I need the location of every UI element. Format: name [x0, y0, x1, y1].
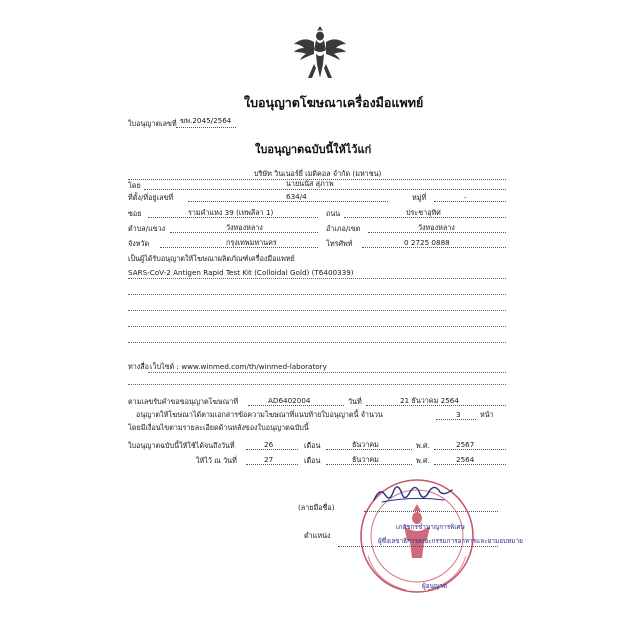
subdistrict-value: วังทองหลาง	[226, 223, 263, 232]
date-underline	[366, 405, 506, 406]
pages-value: 3	[456, 410, 461, 419]
position-label: ตำแหน่ง	[304, 531, 331, 540]
product-line-1	[128, 278, 506, 279]
media-label: ทางสื่อ	[128, 362, 149, 371]
by-value: นายนนัส สุภาพ	[286, 179, 334, 188]
date-label: วันที่	[348, 397, 362, 406]
moo-underline	[434, 201, 506, 202]
valid-be-label: พ.ศ.	[416, 441, 430, 450]
stamp-line-2: ผู้ซึ่งเลขาธิการคณะกรรมการอาหารและยามอบหมาย	[378, 537, 523, 545]
address-value: 634/4	[286, 192, 307, 201]
subdistrict-underline	[170, 232, 318, 233]
issued-year: 2564	[456, 455, 475, 464]
stamp-line-1: เภสัชกรชำนาญการพิเศษ	[396, 523, 465, 531]
issued-month-underline	[326, 464, 412, 465]
address-label: ที่ตั้ง/ที่อยู่เลขที่	[128, 193, 174, 202]
signature-icon	[372, 484, 454, 506]
permit-text: อนุญาตให้โฆษณาได้ตามเอกสารข้อความโฆษณาที่แนบท้ายใบอนุญาตนี้ จำนวน	[136, 410, 383, 419]
permit-no-value: ฆพ.2045/2564	[180, 116, 232, 125]
phone-underline	[362, 247, 506, 248]
soi-label: ซอย	[128, 209, 142, 218]
valid-day-underline	[246, 449, 298, 450]
issued-month: ธันวาคม	[352, 455, 379, 464]
permit-no-label: ใบอนุญาตเลขที่	[128, 119, 177, 128]
soi-value: รามคำแหง 39 (เทพลีลา 1)	[188, 208, 274, 217]
request-underline	[248, 405, 344, 406]
signature-underline	[364, 511, 498, 512]
garuda-emblem-icon	[288, 20, 352, 84]
moo-value: -	[464, 193, 467, 202]
product-text: SARS-CoV-2 Antigen Rapid Test Kit (Colloidal Gold) (T6400339)	[128, 268, 354, 277]
district-value: วังทองหลาง	[418, 223, 455, 232]
valid-day: 26	[264, 440, 274, 449]
product-line-4	[128, 326, 506, 327]
pages-unit: หน้า	[480, 410, 494, 419]
valid-label: ใบอนุญาตฉบับนี้ให้ใช้ได้จนถึงวันที่	[128, 441, 235, 450]
province-label: จังหวัด	[128, 239, 150, 248]
issued-day-underline	[246, 464, 298, 465]
district-label: อำเภอ/เขต	[326, 224, 361, 233]
request-label: ตามเลขรับคำขอขอนุญาตโฆษณาที่	[128, 397, 239, 406]
road-underline	[344, 217, 506, 218]
pages-underline	[436, 419, 476, 420]
stamp-line-3: ผู้อนุญาต	[422, 582, 448, 590]
granted-heading: ใบอนุญาตฉบับนี้ให้ไว้แก่	[255, 143, 372, 156]
media-line-2	[128, 384, 506, 385]
district-underline	[368, 232, 506, 233]
valid-month-underline	[326, 449, 412, 450]
by-label: โดย	[128, 181, 141, 190]
date-value: 21 ธันวาคม 2564	[400, 396, 459, 405]
issued-month-label: เดือน	[304, 456, 321, 465]
province-value: กรุงเทพมหานคร	[226, 238, 277, 247]
product-line-2	[128, 294, 506, 295]
company-name: บริษัท วินเนอร์ยี่ เมดิคอล จำกัด (มหาชน)	[254, 169, 382, 178]
by-underline	[144, 189, 506, 190]
media-underline	[148, 372, 506, 373]
permit-no-underline	[176, 127, 236, 128]
province-underline	[160, 247, 318, 248]
issued-be-label: พ.ศ.	[416, 456, 430, 465]
media-value: เว็บไซต์ : www.winmed.com/th/winmed-laboratory	[150, 362, 327, 371]
product-line-3	[128, 310, 506, 311]
issued-day: 27	[264, 455, 274, 464]
road-label: ถนน	[326, 209, 341, 218]
subdistrict-label: ตำบล/แขวง	[128, 224, 166, 233]
position-underline	[338, 546, 498, 547]
issued-year-underline	[434, 464, 506, 465]
request-value: AD6402004	[268, 396, 311, 405]
valid-month-label: เดือน	[304, 441, 321, 450]
purpose-text: เป็นผู้ได้รับอนุญาตให้โฆษณาผลิตภัณฑ์เครื่องมือแพทย์	[128, 254, 295, 263]
condition-text: โดยมีเงื่อนไขตามรายละเอียดด้านหลังของใบอนุญาตฉบับนี้	[128, 423, 309, 432]
address-underline	[188, 201, 388, 202]
document-title: ใบอนุญาตโฆษณาเครื่องมือแพทย์	[244, 95, 424, 110]
road-value: ประชาอุทิศ	[406, 208, 441, 217]
phone-value: 0 2725 0888	[404, 238, 450, 247]
valid-year: 2567	[456, 440, 475, 449]
valid-year-underline	[434, 449, 506, 450]
valid-month: ธันวาคม	[352, 440, 379, 449]
phone-label: โทรศัพท์	[326, 239, 353, 248]
issued-label: ให้ไว้ ณ วันที่	[196, 456, 237, 465]
signature-label: (ลายมือชื่อ)	[298, 503, 335, 512]
soi-underline	[148, 217, 318, 218]
moo-label: หมู่ที่	[412, 193, 427, 202]
product-line-5	[128, 342, 506, 343]
